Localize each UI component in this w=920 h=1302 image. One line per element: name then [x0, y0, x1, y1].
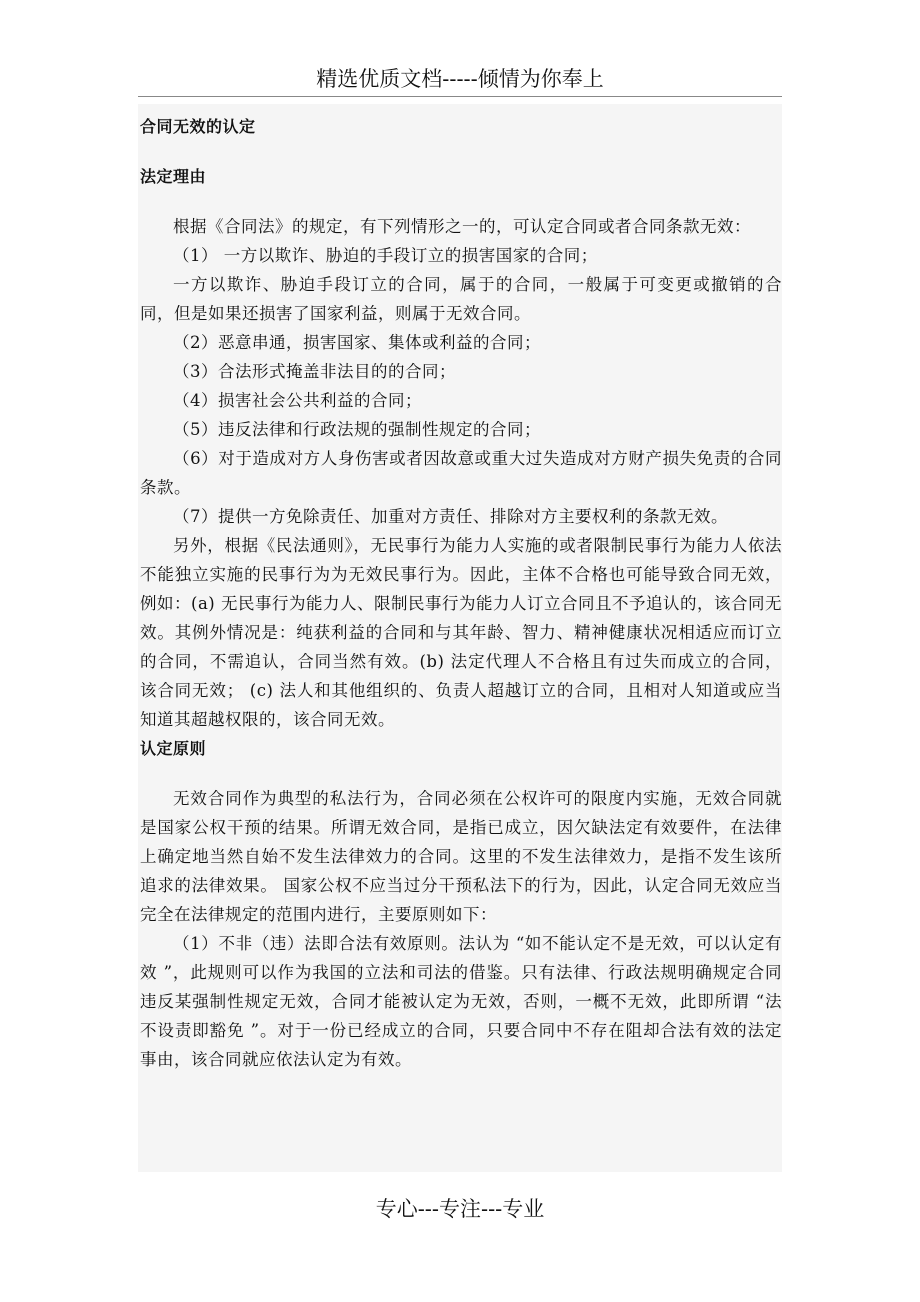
- page-header: 精选优质文档-----倾情为你奉上: [138, 62, 782, 97]
- list-item-4: （4）损害社会公共利益的合同；: [173, 391, 422, 410]
- list-item-3: （3）合法形式掩盖非法目的的合同；: [173, 362, 456, 381]
- paragraph-principles-intro: 无效合同作为典型的私法行为，合同必须在公权许可的限度内实施，无效合同就是国家公权干预的结果。所谓无效合同，是指已成立，因欠缺法定有效要件，在法律上确定地当然自始不发生法律效力的合同。这里的不发生法律效力，是指不发生该所追求的法律效果。 国家公权不应当过分干预私法下的行为，因此，认定合同无效应当完全在法律规定的范围内进行，主要原则如下：: [140, 789, 782, 924]
- document-body: [138, 104, 782, 1172]
- paragraph-intro: 根据《合同法》的规定，有下列情形之一的，可认定合同或者合同条款无效：: [173, 217, 751, 236]
- document-title: 合同无效的认定: [140, 117, 256, 136]
- principle-item-1: （1）不非（违）法即合法有效原则。法认为 “如不能认定不是无效，可以认定有效 ”，此规则可以作为我国的立法和司法的借鉴。只有法律、行政法规明确规定合同违反某强制性规定无效，合同才能被认定为无效，否则，一概不无效，此即所谓 “法不设责即豁免 ”。对于一份已经成立的合同，只要合同中不存在阻却合法有效的法定事由，该合同就应依法认定为有效。: [140, 934, 782, 1069]
- section-heading-legal-grounds: 法定理由: [140, 167, 207, 186]
- section-heading-principles: 认定原则: [140, 739, 207, 758]
- list-item-7: （7）提供一方免除责任、加重对方责任、排除对方主要权利的条款无效。: [173, 507, 728, 526]
- list-item-2: （2）恶意串通，损害国家、集体或利益的合同；: [173, 333, 541, 352]
- list-item-5: （5）违反法律和行政法规的强制性规定的合同；: [173, 420, 541, 439]
- paragraph-explanation: 一方以欺诈、胁迫手段订立的合同，属于的合同，一般属于可变更或撤销的合同，但是如果还损害了国家利益，则属于无效合同。: [140, 275, 782, 323]
- paragraph-civil-law: 另外，根据《民法通则》，无民事行为能力人实施的或者限制民事行为能力人依法不能独立实施的民事行为为无效民事行为。因此，主体不合格也可能导致合同无效，例如：(a) 无民事行为能力人、限制民事行为能力人订立合同且不予追认的，该合同无效。其例外情况是：纯获利益的合同和与其年龄、智力、精神健康状况相适应而订立的合同，不需追认，合同当然有效。(b) 法定代理人不合格且有过失而成立的合同，该合同无效； (c) 法人和其他组织的、负责人超越订立的合同，且相对人知道或应当知道其超越权限的，该合同无效。: [140, 536, 782, 729]
- page-footer: 专心---专注---专业: [375, 1197, 545, 1221]
- list-item-1: （1） 一方以欺诈、胁迫的手段订立的损害国家的合同；: [173, 246, 598, 265]
- list-item-6: （6）对于造成对方人身伤害或者因故意或重大过失造成对方财产损失免责的合同条款。: [140, 449, 782, 497]
